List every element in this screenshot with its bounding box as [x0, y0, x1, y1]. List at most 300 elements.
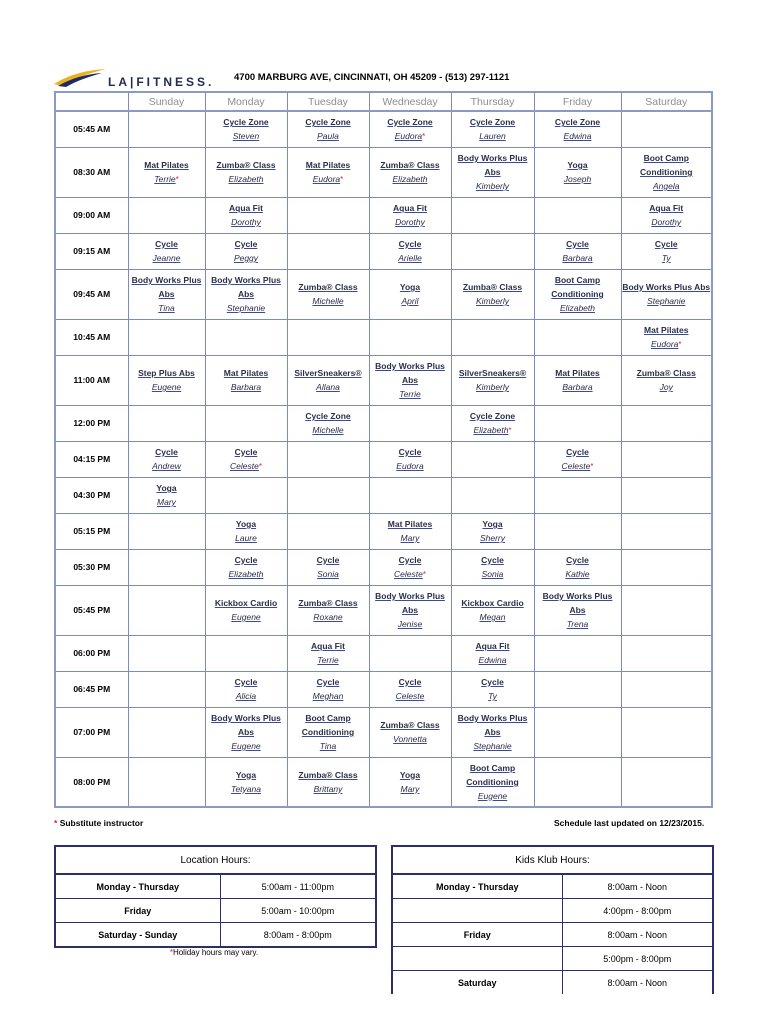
- empty-cell: [287, 233, 369, 269]
- instructor-link[interactable]: Mary: [157, 497, 176, 507]
- empty-cell: [128, 111, 205, 147]
- time-slot-row: [55, 635, 712, 671]
- class-cell: [451, 707, 534, 757]
- class-cell: [369, 513, 451, 549]
- empty-cell: [621, 513, 712, 549]
- class-cell: [128, 441, 205, 477]
- empty-cell: [287, 477, 369, 513]
- instructor-link[interactable]: Lauren: [479, 131, 506, 142]
- class-cell: [287, 111, 369, 147]
- class-cell: [534, 269, 621, 319]
- empty-cell: [451, 319, 534, 355]
- class-name-link[interactable]: Mat Pilates: [387, 519, 433, 529]
- class-cell: [451, 355, 534, 405]
- instructor-link[interactable]: Eudora: [394, 130, 423, 141]
- class-cell: [534, 147, 621, 197]
- instructor-link[interactable]: Dorothy: [651, 217, 682, 227]
- instructor-link[interactable]: Barbara: [562, 253, 593, 263]
- instructor-link[interactable]: Kathie: [565, 569, 590, 579]
- class-name-link[interactable]: Mat Pilates: [223, 368, 269, 378]
- instructor-link[interactable]: Andrew: [152, 461, 181, 471]
- time-slot-row: [55, 355, 712, 405]
- class-cell: [205, 585, 287, 635]
- empty-cell: [621, 707, 712, 757]
- class-cell: [534, 355, 621, 405]
- class-cell: [621, 197, 712, 233]
- class-name-link[interactable]: Mat Pilates: [144, 159, 189, 170]
- kids-klub-hours-time: 8:00am - Noon: [562, 874, 713, 899]
- time-label: 11:00 AM: [55, 355, 128, 405]
- class-name-link[interactable]: Yoga: [399, 282, 421, 292]
- empty-cell: [534, 319, 621, 355]
- time-label: 05:45 AM: [55, 111, 128, 147]
- kids-klub-hours-row: [392, 971, 713, 995]
- empty-cell: [128, 707, 205, 757]
- instructor-link[interactable]: April: [401, 296, 419, 306]
- instructor-link[interactable]: Michelle: [312, 425, 344, 435]
- class-name-link[interactable]: Aqua Fit: [649, 203, 684, 213]
- class-cell: [287, 671, 369, 707]
- instructor-link[interactable]: Elizabeth: [228, 174, 264, 184]
- kids-klub-hours-time: 8:00am - Noon: [562, 971, 713, 995]
- class-name-link[interactable]: Cycle: [316, 555, 340, 565]
- instructor-link[interactable]: Eugene: [231, 741, 261, 751]
- location-hours-time: 8:00am - 8:00pm: [220, 923, 376, 948]
- instructor-link[interactable]: Vonnetta: [393, 734, 427, 744]
- instructor-link[interactable]: Tina: [158, 303, 175, 313]
- instructor-link[interactable]: Eugene: [477, 790, 508, 801]
- instructor-link[interactable]: Barbara: [230, 382, 262, 392]
- instructor-link[interactable]: Eugene: [231, 612, 261, 622]
- time-slot-row: [55, 513, 712, 549]
- class-name-link[interactable]: Body Works Plus Abs: [211, 275, 281, 299]
- instructor-link[interactable]: Barbara: [562, 382, 593, 392]
- empty-cell: [128, 671, 205, 707]
- instructor-link[interactable]: Trena: [566, 619, 589, 629]
- substitute-asterisk-icon: *: [590, 461, 594, 471]
- substitute-legend: [54, 818, 143, 828]
- instructor-link[interactable]: Mary: [400, 783, 420, 794]
- class-cell: [205, 111, 287, 147]
- instructor-link[interactable]: Stephanie: [647, 296, 686, 306]
- class-name-link[interactable]: Cycle: [155, 447, 178, 457]
- class-name-link[interactable]: Cycle: [398, 677, 422, 687]
- time-slot-row: [55, 477, 712, 513]
- empty-cell: [621, 585, 712, 635]
- location-hours-table: [54, 845, 377, 948]
- location-hours-row: [55, 923, 376, 948]
- class-cell: [451, 585, 534, 635]
- empty-cell: [534, 635, 621, 671]
- instructor-link[interactable]: Steven: [232, 131, 260, 142]
- time-header: [55, 92, 128, 111]
- instructor-link[interactable]: Ty: [661, 253, 671, 263]
- class-cell: [369, 671, 451, 707]
- class-name-link[interactable]: Aqua Fit: [393, 203, 427, 213]
- time-slot-row: [55, 319, 712, 355]
- time-slot-row: [55, 671, 712, 707]
- instructor-link[interactable]: Jeanne: [152, 253, 181, 263]
- class-schedule-table: [54, 91, 713, 808]
- day-header-row: [55, 92, 712, 111]
- instructor-link[interactable]: Elizabeth: [392, 174, 428, 184]
- location-hours-time: 5:00am - 11:00pm: [220, 874, 376, 899]
- kids-klub-hours-table: [391, 845, 714, 994]
- class-cell: [621, 269, 712, 319]
- class-name-link[interactable]: Cycle: [316, 677, 340, 687]
- class-name-link[interactable]: Body Works Plus Abs: [211, 713, 281, 737]
- empty-cell: [621, 477, 712, 513]
- class-name-link[interactable]: Yoga: [567, 160, 588, 170]
- class-name-link[interactable]: SilverSneakers®: [294, 368, 362, 378]
- kids-klub-hours-day: Monday - Thursday: [392, 874, 562, 899]
- class-name-link[interactable]: Zumba® Class: [298, 598, 358, 608]
- class-cell: [451, 405, 534, 441]
- empty-cell: [621, 405, 712, 441]
- class-name-link[interactable]: Mat Pilates: [305, 159, 351, 170]
- empty-cell: [534, 405, 621, 441]
- instructor-link[interactable]: Eudora: [312, 173, 341, 184]
- class-cell: [287, 585, 369, 635]
- class-cell: [205, 707, 287, 757]
- class-name-link[interactable]: Zumba® Class: [462, 282, 523, 292]
- day-header-wednesday: Wednesday: [369, 92, 451, 111]
- asterisk-icon: *: [169, 948, 173, 957]
- kids-klub-hours-time: 4:00pm - 8:00pm: [562, 899, 713, 923]
- class-name-link[interactable]: Body Works Plus Abs: [542, 591, 613, 615]
- class-cell: [369, 147, 451, 197]
- class-name-link[interactable]: Yoga: [482, 519, 503, 529]
- location-hours-day: Saturday - Sunday: [55, 923, 220, 948]
- location-hours-time: 5:00am - 10:00pm: [220, 899, 376, 923]
- class-name-link[interactable]: Yoga: [156, 483, 177, 493]
- day-header-friday: Friday: [534, 92, 621, 111]
- instructor-link[interactable]: Jenise: [397, 619, 423, 629]
- instructor-link[interactable]: Terrie: [154, 173, 176, 184]
- time-label: 10:45 AM: [55, 319, 128, 355]
- class-cell: [205, 441, 287, 477]
- class-name-link[interactable]: Aqua Fit: [229, 203, 263, 213]
- class-cell: [534, 233, 621, 269]
- class-cell: [128, 477, 205, 513]
- class-name-link[interactable]: Cycle: [234, 446, 258, 457]
- instructor-link[interactable]: Allana: [316, 382, 340, 392]
- instructor-link[interactable]: Roxane: [313, 612, 343, 622]
- class-name-link[interactable]: Kickbox Cardio: [461, 598, 524, 608]
- class-cell: [205, 197, 287, 233]
- instructor-link[interactable]: Sonia: [481, 569, 504, 579]
- class-name-link[interactable]: Mat Pilates: [644, 324, 689, 335]
- class-cell: [369, 269, 451, 319]
- class-name-link[interactable]: Zumba® Class: [298, 282, 358, 292]
- instructor-link[interactable]: Terrie: [399, 389, 421, 399]
- time-slot-row: [55, 197, 712, 233]
- class-name-link[interactable]: Yoga: [235, 769, 257, 780]
- substitute-asterisk-icon: *: [678, 339, 682, 349]
- time-slot-row: [55, 441, 712, 477]
- instructor-link[interactable]: Tetyana: [231, 783, 261, 794]
- class-name-link[interactable]: Yoga: [399, 769, 421, 780]
- class-name-link[interactable]: Cycle Zone: [469, 117, 516, 128]
- class-name-link[interactable]: Cycle: [481, 555, 504, 565]
- substitute-asterisk-icon: *: [258, 461, 262, 471]
- class-name-link[interactable]: Body Works Plus Abs: [622, 282, 711, 292]
- class-name-link[interactable]: Cycle Zone: [223, 117, 269, 128]
- instructor-link[interactable]: Elizabeth: [560, 303, 595, 313]
- class-cell: [369, 441, 451, 477]
- class-cell: [621, 319, 712, 355]
- location-hours-row: [55, 874, 376, 899]
- instructor-link[interactable]: Edwina: [563, 131, 592, 142]
- time-label: 09:45 AM: [55, 269, 128, 319]
- class-name-link[interactable]: Zumba® Class: [380, 720, 440, 730]
- instructor-link[interactable]: Dorothy: [395, 217, 425, 227]
- location-hours-day: Friday: [55, 899, 220, 923]
- class-name-link[interactable]: Cycle: [398, 447, 422, 457]
- instructor-link[interactable]: Sonia: [317, 569, 339, 579]
- instructor-link[interactable]: Megan: [479, 612, 506, 622]
- day-header-thursday: Thursday: [451, 92, 534, 111]
- class-name-link[interactable]: Zumba® Class: [380, 160, 440, 170]
- empty-cell: [621, 757, 712, 807]
- instructor-link[interactable]: Eudora: [396, 461, 424, 471]
- asterisk-icon: *: [54, 818, 58, 828]
- class-cell: [128, 355, 205, 405]
- empty-cell: [451, 233, 534, 269]
- empty-cell: [205, 319, 287, 355]
- class-cell: [205, 549, 287, 585]
- location-hours-row: [55, 899, 376, 923]
- empty-cell: [205, 405, 287, 441]
- substitute-asterisk-icon: *: [508, 425, 512, 435]
- instructor-link[interactable]: Michelle: [312, 296, 344, 306]
- empty-cell: [621, 635, 712, 671]
- logo-text: LA|FITNESS.: [108, 75, 215, 89]
- header: [52, 62, 712, 92]
- instructor-link[interactable]: Ty: [488, 691, 497, 701]
- class-name-link[interactable]: Cycle: [234, 677, 258, 687]
- time-label: 06:00 PM: [55, 635, 128, 671]
- class-cell: [369, 355, 451, 405]
- class-cell: [369, 111, 451, 147]
- instructor-link[interactable]: Meghan: [312, 691, 344, 701]
- class-name-link[interactable]: Body Works Plus Abs: [375, 361, 445, 385]
- class-name-link[interactable]: Cycle: [398, 554, 422, 565]
- empty-cell: [128, 757, 205, 807]
- empty-cell: [534, 477, 621, 513]
- kids-klub-hours-day: [392, 899, 562, 923]
- class-name-link[interactable]: Boot Camp Conditioning: [466, 762, 519, 787]
- kids-klub-hours-time: 5:00pm - 8:00pm: [562, 947, 713, 971]
- empty-cell: [451, 197, 534, 233]
- time-label: 05:30 PM: [55, 549, 128, 585]
- instructor-link[interactable]: Edwina: [478, 655, 507, 665]
- class-name-link[interactable]: Boot Camp Conditioning: [640, 153, 693, 177]
- class-name-link[interactable]: Kickbox Cardio: [214, 598, 278, 608]
- class-name-link[interactable]: Cycle Zone: [469, 410, 516, 421]
- holiday-note: [54, 948, 374, 957]
- instructor-link[interactable]: Alicia: [235, 691, 257, 701]
- class-cell: [534, 111, 621, 147]
- empty-cell: [128, 197, 205, 233]
- class-cell: [451, 111, 534, 147]
- class-name-link[interactable]: Cycle: [155, 239, 178, 249]
- class-cell: [369, 233, 451, 269]
- class-name-link[interactable]: Cycle Zone: [305, 117, 351, 128]
- instructor-link[interactable]: Mary: [400, 533, 420, 543]
- empty-cell: [621, 671, 712, 707]
- instructor-link[interactable]: Celeste: [230, 460, 259, 471]
- time-label: 04:15 PM: [55, 441, 128, 477]
- class-name-link[interactable]: Cycle Zone: [387, 116, 433, 127]
- empty-cell: [287, 197, 369, 233]
- instructor-link[interactable]: Celeste: [561, 460, 591, 471]
- class-name-link[interactable]: Zumba® Class: [298, 769, 358, 780]
- class-cell: [287, 355, 369, 405]
- class-cell: [621, 233, 712, 269]
- class-name-link[interactable]: SilverSneakers®: [458, 368, 527, 378]
- time-slot-row: [55, 111, 712, 147]
- class-name-link[interactable]: Cycle: [566, 555, 589, 565]
- class-cell: [287, 757, 369, 807]
- class-name-link[interactable]: Zumba® Class: [636, 368, 696, 378]
- empty-cell: [451, 441, 534, 477]
- instructor-link[interactable]: Terrie: [317, 655, 339, 665]
- class-name-link[interactable]: Body Works Plus Abs: [457, 153, 528, 177]
- class-name-link[interactable]: Cycle: [398, 239, 422, 249]
- instructor-link[interactable]: Stephanie: [226, 303, 266, 313]
- instructor-link[interactable]: Brittany: [313, 783, 343, 794]
- empty-cell: [534, 513, 621, 549]
- instructor-link[interactable]: Joy: [659, 382, 673, 392]
- kids-klub-hours-title: Kids Klub Hours:: [392, 846, 713, 874]
- class-name-link[interactable]: Cycle: [566, 239, 589, 249]
- empty-cell: [287, 441, 369, 477]
- class-cell: [451, 635, 534, 671]
- instructor-link[interactable]: Stephanie: [473, 741, 512, 751]
- time-label: 09:15 AM: [55, 233, 128, 269]
- instructor-link[interactable]: Arielle: [398, 253, 422, 263]
- time-slot-row: [55, 269, 712, 319]
- class-cell: [287, 707, 369, 757]
- empty-cell: [534, 671, 621, 707]
- class-cell: [205, 671, 287, 707]
- instructor-link[interactable]: Celeste: [394, 568, 423, 579]
- class-cell: [534, 549, 621, 585]
- substitute-asterisk-icon: *: [175, 174, 179, 184]
- class-name-link[interactable]: Mat Pilates: [555, 368, 600, 378]
- substitute-text: Substitute instructor: [59, 818, 144, 828]
- empty-cell: [369, 635, 451, 671]
- instructor-link[interactable]: Elizabeth: [228, 569, 264, 579]
- time-label: 05:45 PM: [55, 585, 128, 635]
- class-cell: [205, 147, 287, 197]
- class-cell: [287, 405, 369, 441]
- class-name-link[interactable]: Body Works Plus Abs: [457, 713, 528, 737]
- time-slot-row: [55, 405, 712, 441]
- class-name-link[interactable]: Cycle Zone: [554, 117, 601, 128]
- class-cell: [451, 671, 534, 707]
- class-name-link[interactable]: Cycle: [481, 677, 504, 687]
- time-slot-row: [55, 147, 712, 197]
- class-name-link[interactable]: Step Plus Abs: [138, 368, 195, 378]
- class-cell: [369, 585, 451, 635]
- class-cell: [451, 269, 534, 319]
- empty-cell: [451, 477, 534, 513]
- instructor-link[interactable]: Eugene: [151, 382, 182, 392]
- instructor-link[interactable]: Tina: [319, 741, 337, 751]
- class-name-link[interactable]: Cycle Zone: [305, 411, 351, 421]
- time-label: 09:00 AM: [55, 197, 128, 233]
- instructor-link[interactable]: Sherry: [479, 533, 506, 543]
- time-label: 08:00 PM: [55, 757, 128, 807]
- kids-klub-hours-day: Saturday: [392, 971, 562, 995]
- class-cell: [451, 757, 534, 807]
- instructor-link[interactable]: Kimberly: [475, 296, 510, 306]
- class-name-link[interactable]: Body Works Plus Abs: [375, 591, 445, 615]
- class-name-link[interactable]: Aqua Fit: [311, 641, 345, 651]
- class-cell: [534, 441, 621, 477]
- empty-cell: [128, 635, 205, 671]
- empty-cell: [534, 707, 621, 757]
- class-name-link[interactable]: Body Works Plus Abs: [131, 275, 202, 299]
- class-name-link[interactable]: Aqua Fit: [475, 641, 510, 651]
- class-name-link[interactable]: Cycle: [234, 555, 258, 565]
- class-name-link[interactable]: Boot Camp Conditioning: [551, 275, 604, 299]
- empty-cell: [128, 585, 205, 635]
- instructor-link[interactable]: Peggy: [233, 253, 259, 263]
- kids-klub-hours-day: [392, 947, 562, 971]
- holiday-note-text: Holiday hours may vary.: [172, 948, 259, 957]
- class-cell: [205, 513, 287, 549]
- instructor-link[interactable]: Kimberly: [475, 382, 510, 392]
- empty-cell: [534, 197, 621, 233]
- instructor-link[interactable]: Celeste: [395, 691, 425, 701]
- class-cell: [369, 549, 451, 585]
- day-header-saturday: Saturday: [621, 92, 712, 111]
- time-slot-row: [55, 707, 712, 757]
- empty-cell: [128, 319, 205, 355]
- instructor-link[interactable]: Laure: [235, 533, 257, 543]
- empty-cell: [534, 757, 621, 807]
- empty-cell: [621, 549, 712, 585]
- kids-klub-hours-day: Friday: [392, 923, 562, 947]
- substitute-asterisk-icon: *: [340, 174, 344, 184]
- instructor-link[interactable]: Kimberly: [475, 181, 510, 191]
- instructor-link[interactable]: Elizabeth: [473, 424, 509, 435]
- empty-cell: [369, 319, 451, 355]
- class-name-link[interactable]: Zumba® Class: [216, 160, 276, 170]
- swoosh-icon: [52, 66, 108, 88]
- instructor-link[interactable]: Eudora: [650, 338, 679, 349]
- class-name-link[interactable]: Cycle: [234, 239, 258, 249]
- instructor-link[interactable]: Angela: [653, 181, 680, 191]
- class-cell: [205, 233, 287, 269]
- instructor-link[interactable]: Dorothy: [231, 217, 261, 227]
- class-name-link[interactable]: Cycle: [654, 239, 678, 249]
- time-slot-row: [55, 233, 712, 269]
- instructor-link[interactable]: Joseph: [563, 174, 592, 184]
- instructor-link[interactable]: Paula: [317, 131, 339, 142]
- class-name-link[interactable]: Boot Camp Conditioning: [301, 713, 355, 737]
- class-name-link[interactable]: Yoga: [235, 519, 257, 529]
- class-name-link[interactable]: Cycle: [566, 446, 589, 457]
- day-header-tuesday: Tuesday: [287, 92, 369, 111]
- la-fitness-logo: [52, 66, 222, 92]
- substitute-asterisk-icon: *: [422, 131, 426, 141]
- class-cell: [128, 269, 205, 319]
- empty-cell: [369, 477, 451, 513]
